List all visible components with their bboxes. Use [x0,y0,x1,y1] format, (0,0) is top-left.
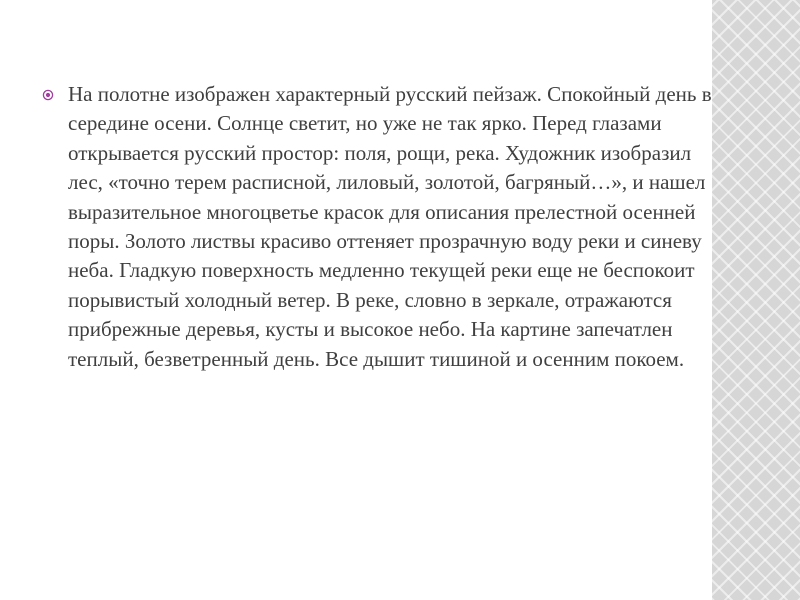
decorative-side-band [712,0,800,600]
paragraph-text: На полотне изображен характерный русский пейзаж. Спокойный день в середине осени. Солнце светит, но уже не так ярко. Перед глазами открывается русский простор: поля, рощи, река. Художник изобразил лес, «точно терем расписной, лиловый, золотой, багряный…», и нашел выразительное многоцветье красок для описания прелестной осенней поры. Золото листвы красиво оттеняет прозрачную воду реки и синеву неба. Гладкую поверхность медленно текущей реки еще не беспокоит порывистый холодный ветер. В реке, словно в зеркале, отражаются прибрежные деревья, кусты и высокое небо. На картине запечатлен теплый, безветренный день. Все дышит тишиной и осенним покоем. [68,82,712,371]
bullet-item [42,80,722,374]
circle-bullet-icon [42,80,68,110]
slide-content [42,80,722,374]
